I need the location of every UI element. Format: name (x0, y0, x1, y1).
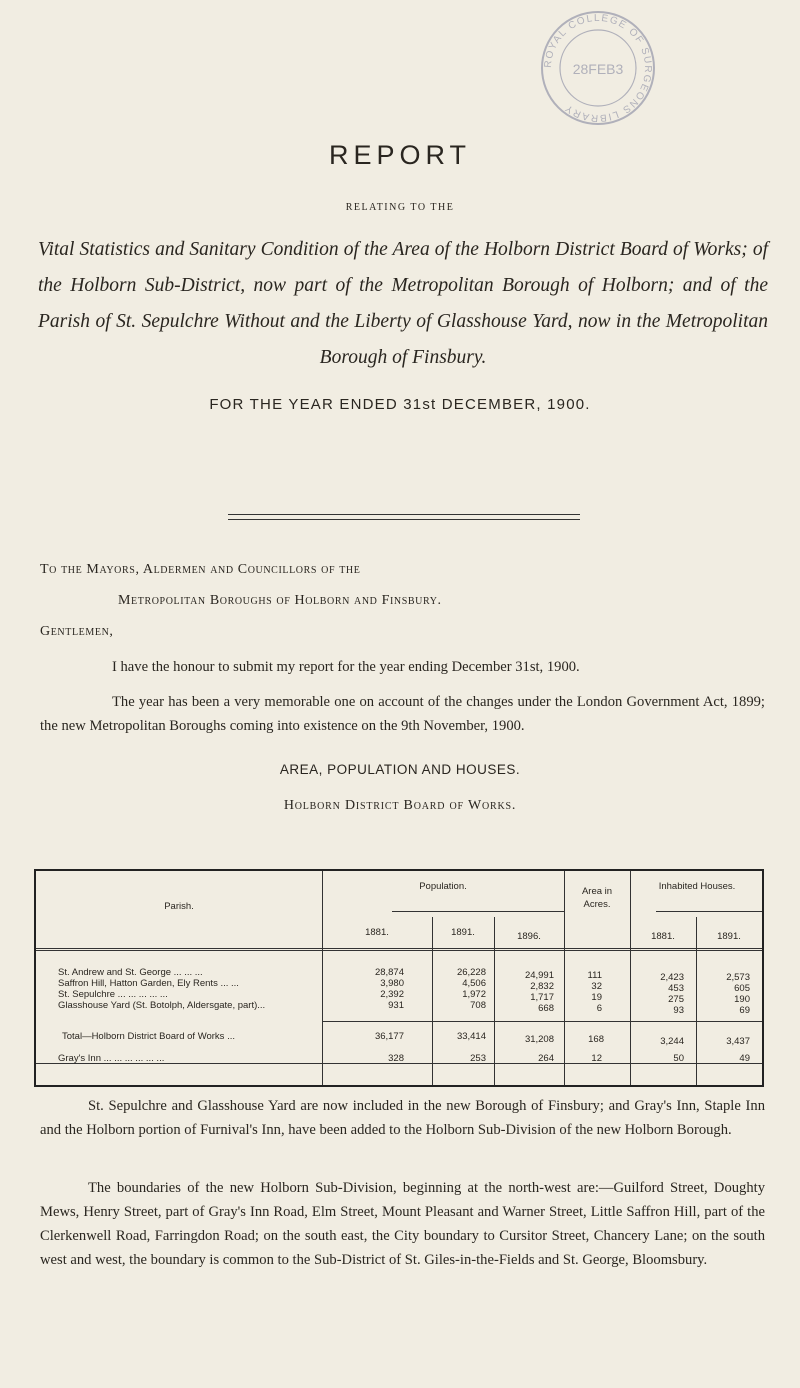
stamp-date: 28FEB3 (572, 61, 624, 77)
area-acres: 6 (596, 1003, 602, 1014)
stamp-ring-text: ROYAL COLLEGE OF SURGEONS LIBRARY (542, 12, 654, 124)
pop-1891: 708 (470, 1000, 486, 1011)
paragraph-2: The year has been a very memorable one on account of the changes under the London Government Act, 1899; the new Metropolitan Boroughs coming into existence on the 9th November, 1900. (40, 694, 765, 734)
pop-1891: 26,228 (456, 967, 486, 978)
houses-1891: 605 (734, 983, 750, 994)
paragraph-1: I have the honour to submit my report for the year ending December 31st, 1900. (112, 659, 580, 675)
total-houses-1891: 3,437 (726, 1036, 750, 1047)
houses-1881: 2,423 (660, 972, 684, 983)
address-line-1: To the Mayors, Aldermen and Councillors of the (40, 562, 361, 577)
pop-1881: 28,874 (374, 967, 404, 978)
parish-name: St. Andrew and St. George ... ... ... (58, 967, 203, 978)
inn-area: 12 (591, 1053, 602, 1064)
parish-name: Saffron Hill, Hatton Garden, Ely Rents ... ... (58, 978, 239, 989)
pop-1891: 1,972 (462, 989, 486, 1000)
header-pop-1881: 1881. (365, 927, 389, 938)
pop-1881: 3,980 (380, 978, 404, 989)
total-pop-1891: 33,414 (456, 1031, 486, 1042)
total-pop-1881: 36,177 (374, 1031, 404, 1042)
parish-name: Glasshouse Yard (St. Botolph, Aldersgate, part)... (58, 1000, 266, 1011)
header-parish: Parish. (164, 901, 194, 912)
inn-p1881: 328 (388, 1053, 404, 1064)
header-population: Population. (419, 881, 467, 892)
report-title: REPORT (328, 140, 472, 170)
year-line: FOR THE YEAR ENDED 31st DECEMBER, 1900. (209, 396, 591, 413)
area-acres: 19 (591, 992, 602, 1003)
area-acres: 111 (587, 970, 602, 981)
pop-1896: 24,991 (524, 970, 554, 981)
houses-1881: 275 (668, 994, 684, 1005)
inn-p1891: 253 (470, 1053, 486, 1064)
header-area: Area in Acres. (581, 886, 613, 910)
header-houses-1891: 1891. (717, 931, 741, 942)
pop-1896: 1,717 (530, 992, 554, 1003)
pop-1891: 4,506 (462, 978, 486, 989)
inn-h1891: 49 (739, 1053, 750, 1064)
report-subject: Vital Statistics and Sanitary Condition of the Area of the Holborn District Board of Works; of the Holborn Sub-District, now part of the Metropolitan Borough of Holborn; and of the Parish of St. Sepulchre Without and the Liberty of Glasshouse Yard, now in the Metropolitan Borough of Finsbury. (38, 239, 768, 368)
pop-1881: 2,392 (380, 989, 404, 1000)
paragraph-3: St. Sepulchre and Glasshouse Yard are now included in the new Borough of Finsbury; and Gray's Inn, Staple Inn and the Holborn portion of Furnival's Inn, have been added to the Holborn Sub-Division of the new Holborn Borough. (40, 1098, 765, 1138)
relating-line: RELATING TO THE (345, 202, 455, 213)
total-pop-1896: 31,208 (524, 1034, 554, 1045)
pop-1896: 2,832 (530, 981, 554, 992)
total-houses-1881: 3,244 (660, 1036, 684, 1047)
header-houses: Inhabited Houses. (658, 881, 736, 892)
pop-1896: 668 (538, 1003, 554, 1014)
inn-label: Gray's Inn ... ... ... ... ... ... (58, 1053, 165, 1064)
header-pop-1896: 1896. (517, 931, 541, 942)
pop-1881: 931 (388, 1000, 404, 1011)
header-houses-1881: 1881. (651, 931, 675, 942)
section-title: AREA, POPULATION AND HOUSES. (279, 762, 521, 777)
paragraph-4: The boundaries of the new Holborn Sub-Division, beginning at the north-west are:—Guilford Street, Doughty Mews, Henry Street, part of Gray's Inn Road, Elm Street, Mount Pleasant and Warner Street, Little Saffron Hill, part of the Clerkenwell Road, Farringdon Road; on the south east, the City boundary to Cursitor Street, Chancery Lane; on the south west and west, the boundary is common to the Sub-District of St. Giles-in-the-Fields and St. George, Bloomsbury. (40, 1180, 765, 1268)
houses-1881: 93 (673, 1005, 684, 1016)
header-pop-1891: 1891. (451, 927, 475, 938)
section-subtitle: Holborn District Board of Works. (283, 798, 517, 813)
library-stamp (538, 8, 658, 128)
address-line-2: Metropolitan Boroughs of Holborn and Finsbury. (118, 593, 442, 608)
divider-rule-bottom (228, 519, 580, 520)
houses-1891: 69 (739, 1005, 750, 1016)
greeting: Gentlemen, (40, 624, 114, 639)
inn-h1881: 50 (673, 1053, 684, 1064)
area-acres: 32 (591, 981, 602, 992)
total-row-label: Total—Holborn District Board of Works ... (62, 1031, 235, 1042)
total-area: 168 (588, 1034, 604, 1045)
houses-1891: 2,573 (726, 972, 750, 983)
population-table (34, 869, 764, 1087)
inn-p1896: 264 (538, 1053, 554, 1064)
houses-1891: 190 (734, 994, 750, 1005)
parish-name: St. Sepulchre ... ... ... ... ... (58, 989, 168, 1000)
houses-1881: 453 (668, 983, 684, 994)
divider-rule-top (228, 514, 580, 515)
